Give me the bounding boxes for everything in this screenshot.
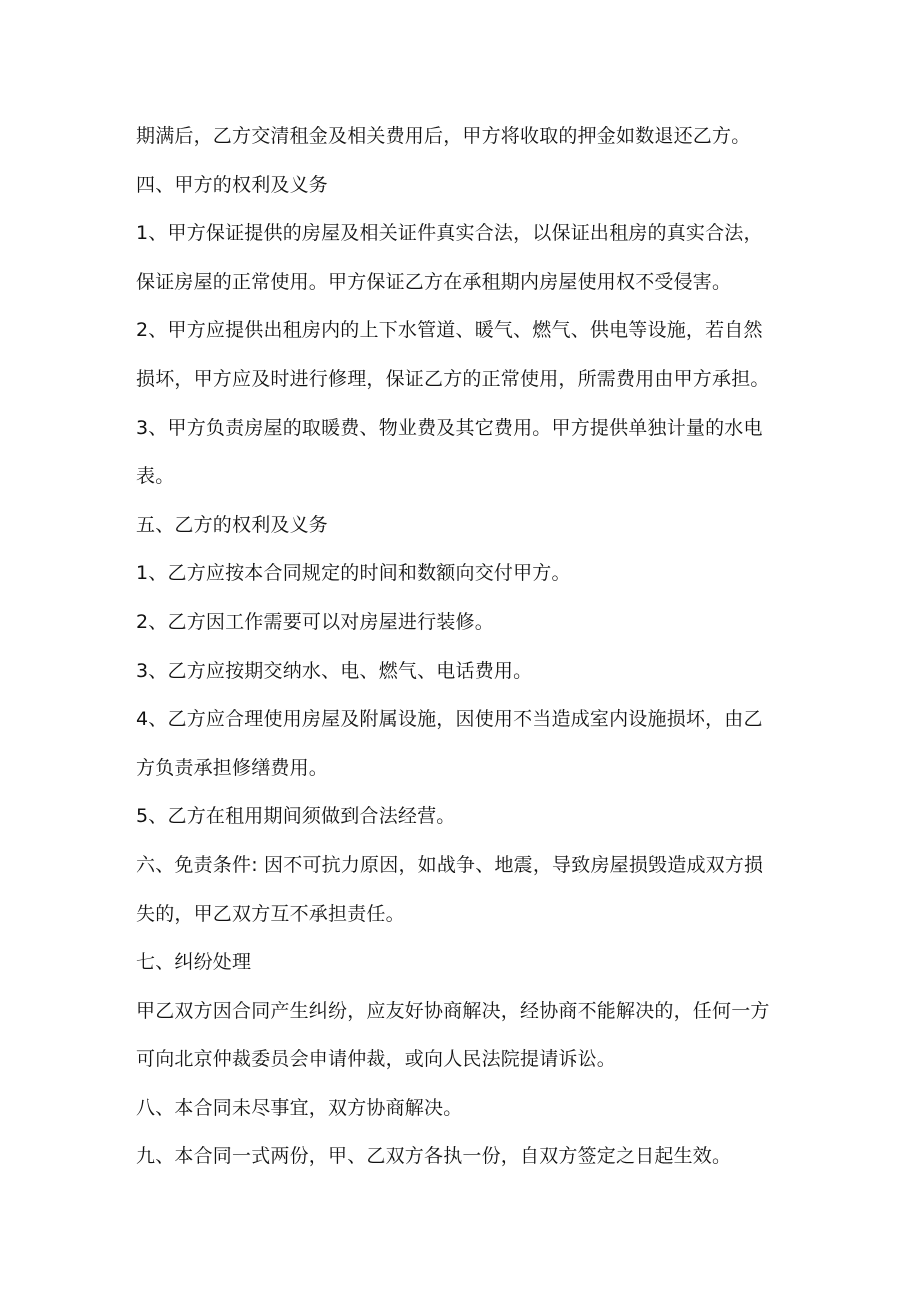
text-line: 4、乙方应合理使用房屋及附属设施，因使用不当造成室内设施损坏，由乙 [136,708,763,731]
text-line: 甲乙双方因合同产生纠纷，应友好协商解决，经协商不能解决的，任何一方 [136,999,770,1022]
text-line: 2、甲方应提供出租房内的上下水管道、暖气、燃气、供电等设施，若自然 [136,319,763,342]
text-line: 失的，甲乙双方互不承担责任。 [136,902,405,925]
section-heading: 五、乙方的权利及义务 [136,513,329,536]
section-heading: 六、免责条件: 因不可抗力原因，如战争、地震，导致房屋损毁造成双方损 [136,853,764,876]
section-heading: 九、本合同一式两份，甲、乙双方各执一份，自双方签定之日起生效。 [136,1145,732,1168]
text-line: 方负责承担修缮费用。 [136,756,329,779]
text-line: 1、甲方保证提供的房屋及相关证件真实合法，以保证出租房的真实合法， [136,222,763,245]
text-line: 表。 [136,465,175,488]
section-heading: 八、本合同未尽事宜，双方协商解决。 [136,1096,463,1119]
text-line: 5、乙方在租用期间须做到合法经营。 [136,805,456,828]
section-heading: 七、纠纷处理 [136,951,252,974]
document-body [136,112,806,1181]
text-line: 保证房屋的正常使用。甲方保证乙方在承租期内房屋使用权不受侵害。 [136,270,732,293]
text-line: 1、乙方应按本合同规定的时间和数额向交付甲方。 [136,562,571,585]
text-line: 3、甲方负责房屋的取暖费、物业费及其它费用。甲方提供单独计量的水电 [136,416,763,439]
text-line: 损坏，甲方应及时进行修理，保证乙方的正常使用，所需费用由甲方承担。 [136,367,770,390]
section-heading: 四、甲方的权利及义务 [136,173,329,196]
text-line: 可向北京仲裁委员会申请仲裁，或向人民法院提请诉讼。 [136,1048,617,1071]
text-line: 2、乙方因工作需要可以对房屋进行装修。 [136,610,494,633]
text-line: 期满后，乙方交清租金及相关费用后，甲方将收取的押金如数退还乙方。 [136,125,751,147]
text-line: 3、乙方应按期交纳水、电、燃气、电话费用。 [136,659,533,682]
